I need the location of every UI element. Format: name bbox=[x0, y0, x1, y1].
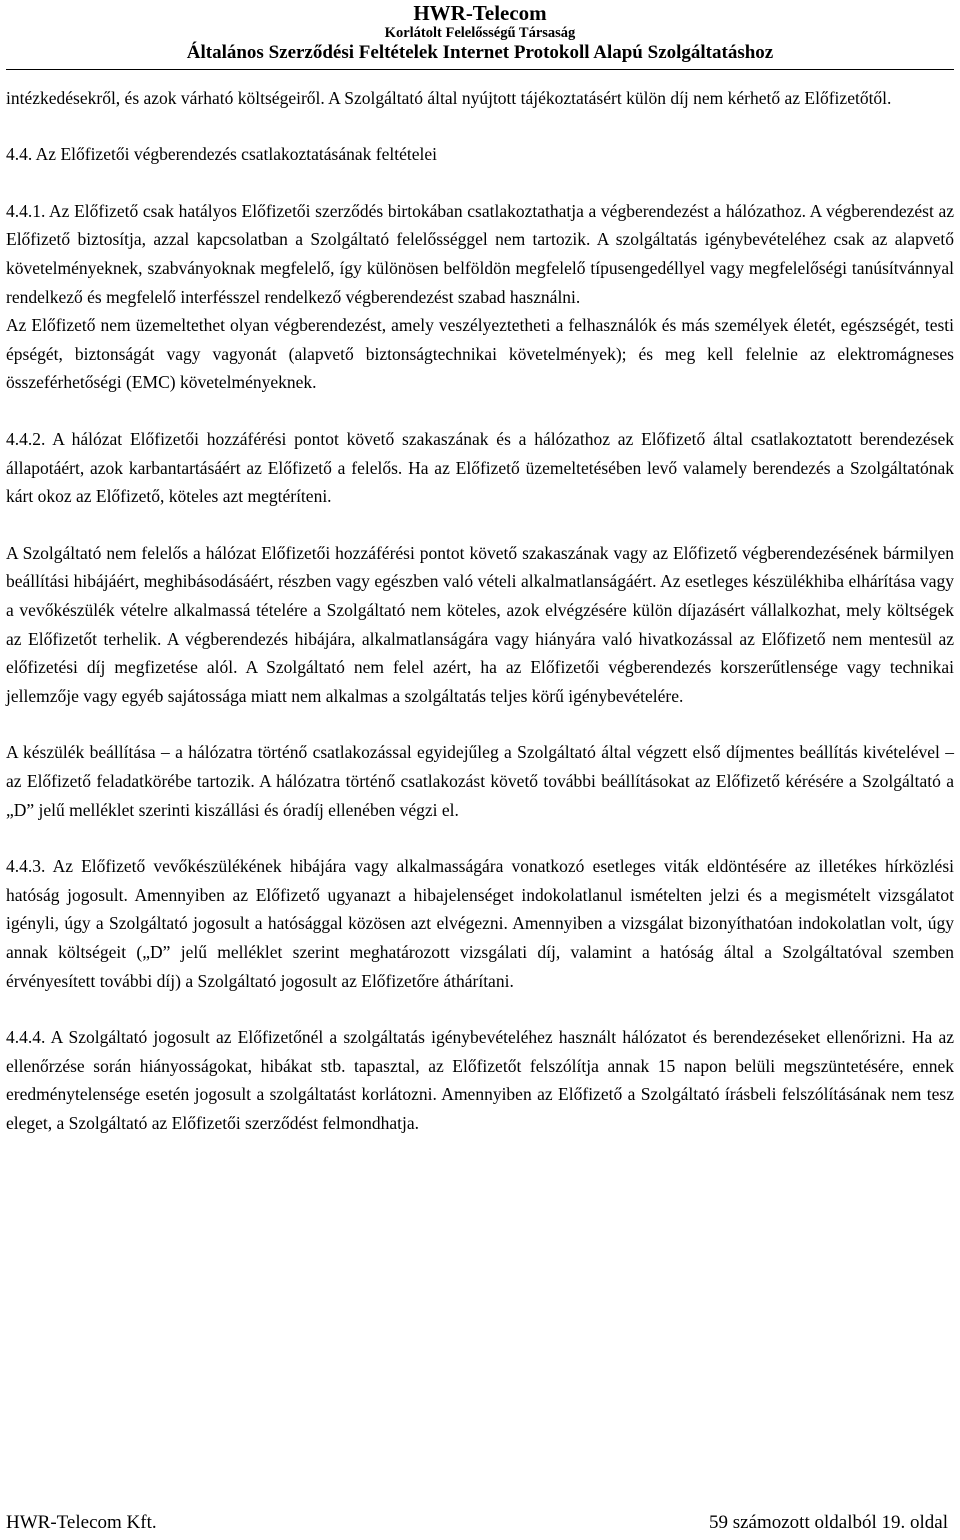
clause-number: 4.4.4. bbox=[6, 1027, 46, 1048]
paragraph-intro: intézkedésekről, és azok várható költségeiről. A Szolgáltató által nyújtott tájékoztatásért külön díj nem kérhető az Előfizetőtől. bbox=[6, 87, 892, 108]
clause-number: 4.4.2. bbox=[6, 429, 46, 449]
header-company: HWR-Telecom bbox=[413, 1, 547, 25]
clause-number: 4.4.3. bbox=[6, 856, 46, 877]
page-header bbox=[6, 0, 954, 64]
clause-number: 4.4.1. bbox=[6, 200, 46, 221]
header-company-type: Korlátolt Felelősségű Társaság bbox=[384, 25, 576, 42]
clause-text: A Szolgáltató jogosult az Előfizetőnél a szolgáltatás igénybevételéhez használt hálózatot és berendezéseket ellenőrizni. Ha az ellenőrzése során hiányosságokat, hibákat stb. tapasztal, az Előfizetőt felszólítja annak 15 napon belüli megszüntetésére, ennek eredménytelensége esetén jogosult a szolgáltatást korlátozni. Amennyiben az Előfizető a Szolgáltató írásbeli felszólításának nem tesz eleget, a Szolgáltató az Előfizetői szerződést felmondhatja. bbox=[6, 1027, 954, 1133]
header-doc-title: Általános Szerződési Feltételek Internet Protokoll Alapú Szolgáltatáshoz bbox=[186, 41, 774, 63]
clause-text: Az Előfizető csak hatályos Előfizetői szerződés birtokában csatlakoztathatja a végberendezést a hálózathoz. A végberendezést az Előfizető biztosítja, azzal kapcsolatban a Szolgáltató felelősséggel nem tartozik. A szolgáltatás igénybevételéhez csak az alapvető követelményeknek, szabványoknak megfelelő, így különösen belföldön megfelelő típusengedéllyel vagy megfelelőségi tanúsítvánnyal rendelkező és megfelelő interfésszel rendelkező végberendezést szabad használni. bbox=[6, 200, 954, 307]
paragraph-device-setup: A készülék beállítása – a hálózatra történő csatlakozással egyidejűleg a Szolgáltató által végzett első díjmentes beállítás kivételével – az Előfizető feladatkörébe tartozik. A hálózatra történő csatlakozást követő további beállításokat az Előfizető kérésére a Szolgáltató a „D” jelű melléklet szerinti kiszállási és óradíj ellenében végzi el. bbox=[6, 742, 954, 820]
section-heading-4-4: 4.4. Az Előfizetői végberendezés csatlakoztatásának feltételei bbox=[6, 144, 437, 165]
clause-text: Az Előfizető vevőkészülékének hibájára vagy alkalmasságára vonatkozó esetleges viták eldöntésére az illetékes hírközlési hatóság jogosult. Amennyiben az Előfizető ugyanazt a hibajelenséget indokolatlanul ismételten jelzi és a megismételt vizsgálatot igényli, úgy a Szolgáltató jogosult a hatósággal közösen azt elvégezni. Amennyiben a vizsgálat bizonyíthatóan indokolatlan volt, úgy annak költségeit („D” jelű melléklet szerint meghatározott vizsgálati díj, valamint a hatóság által a Szolgáltatóval szemben érvényesített további díj) a Szolgáltató jogosult az Előfizetőre áthárítani. bbox=[6, 856, 954, 991]
clause-text: A hálózat Előfizetői hozzáférési pontot követő szakaszának és a hálózathoz az Előfizető által csatlakoztatott berendezések állapotáért, azok karbantartásáért az Előfizető a felelős. Ha az Előfizető üzemeltetésében levő valamely berendezés a Szolgáltatónak kárt okoz az Előfizető, köteles azt megtéríteni. bbox=[6, 429, 954, 507]
header-divider bbox=[6, 69, 954, 70]
footer-page-info: 59 számozott oldalból 19. oldal bbox=[708, 1512, 948, 1533]
paragraph-4-4-1 bbox=[6, 197, 954, 311]
footer-company: HWR-Telecom Kft. bbox=[6, 1512, 157, 1533]
paragraph-4-4-2 bbox=[6, 425, 954, 511]
document-body bbox=[6, 84, 954, 1138]
paragraph-liability: A Szolgáltató nem felelős a hálózat Előfizetői hozzáférési pontot követő szakaszának vagy az Előfizető végberendezésének bármilyen beállítási hibájáért, meghibásodásáért, részben vagy egészben való vételi alkalmatlanságáért. Az esetleges készülékhiba elhárítása vagy a vevőkészülék vételre alkalmassá tételére a Szolgáltató nem köteles, azok elvégzésére külön díjazásért vállalkozhat, mely költségek az Előfizetőt terhelik. A végberendezés hibájára, alkalmatlanságára vagy hiányára való hivatkozással az Előfizető nem mentesül az előfizetési díj megfizetése alól. A Szolgáltató nem felel azért, ha az Előfizetői végberendezés korszerűtlensége vagy technikai jellemzője vagy egyéb sajátossága miatt nem alkalmas a szolgáltatás teljes körű igénybevételére. bbox=[6, 542, 954, 706]
paragraph-emc: Az Előfizető nem üzemeltethet olyan végberendezést, amely veszélyeztetheti a felhasználók és más személyek életét, egészségét, testi épségét, biztonságát vagy vagyonát (alapvető biztonságtechnikai követelmények); és meg kell felelnie az elektromágneses összeférhetőségi (EMC) követelményeknek. bbox=[6, 315, 954, 393]
page-footer bbox=[6, 1508, 948, 1538]
paragraph-4-4-4 bbox=[6, 1023, 954, 1137]
paragraph-4-4-3 bbox=[6, 852, 954, 995]
